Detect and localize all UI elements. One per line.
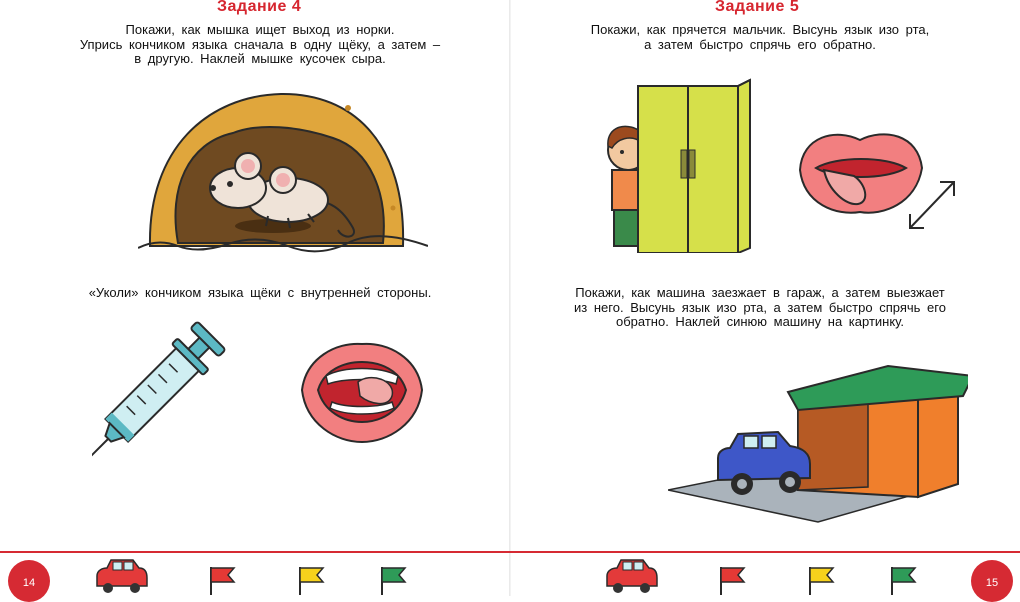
footer-line [0, 551, 1020, 553]
red-car-icon [93, 558, 149, 596]
instruction-line: а затем быстро спрячь его обратно. [644, 36, 876, 52]
instruction-line: из него. Высунь язык изо рта, а затем быстро спрячь его [574, 299, 946, 315]
right-page [510, 0, 1020, 596]
instruction-line: Покажи, как машина заезжает в гараж, а затем выезжает [575, 285, 945, 300]
red-car-icon [603, 558, 659, 596]
page-number-text: 14 [22, 577, 36, 589]
mouse-in-burrow-illustration [138, 88, 428, 253]
mouth-tongue-icon [296, 338, 428, 446]
page-number-text: 15 [985, 577, 999, 589]
garage-illustration [668, 362, 968, 532]
boy-behind-cabinet-illustration [598, 78, 756, 253]
green-flag-icon [377, 565, 407, 595]
task-4-instruction-2: «Уколи» кончиком языка щёки с внутренней стороны. [88, 285, 432, 300]
task-4-title: Задание 4 [217, 0, 302, 15]
cabinet [638, 80, 750, 253]
task-5-instructions [555, 23, 965, 52]
instruction-line: Покажи, как прячется мальчик. Высунь язык изо рта, [590, 22, 930, 37]
red-flag-icon [206, 565, 236, 595]
task-5-instructions-2 [555, 286, 965, 330]
instruction-line: в другую. Наклей мышке кусочек сыра. [134, 51, 386, 66]
red-flag-icon [716, 565, 746, 595]
instruction-line: Упрись кончиком языка сначала в одну щёку, а затем – [79, 36, 441, 52]
task-5-title: Задание 5 [715, 0, 800, 15]
instruction-line: обратно. Наклей синюю машину на картинку. [616, 314, 904, 329]
yellow-flag-icon [805, 565, 835, 595]
yellow-flag-icon [295, 565, 325, 595]
instruction-line: Покажи, как мышка ищет выход из норки. [125, 22, 395, 37]
green-flag-icon [887, 565, 917, 595]
task-4-instructions [60, 23, 460, 67]
syringe-icon [92, 315, 257, 495]
double-arrow-icon [904, 176, 960, 234]
left-page [0, 0, 510, 596]
